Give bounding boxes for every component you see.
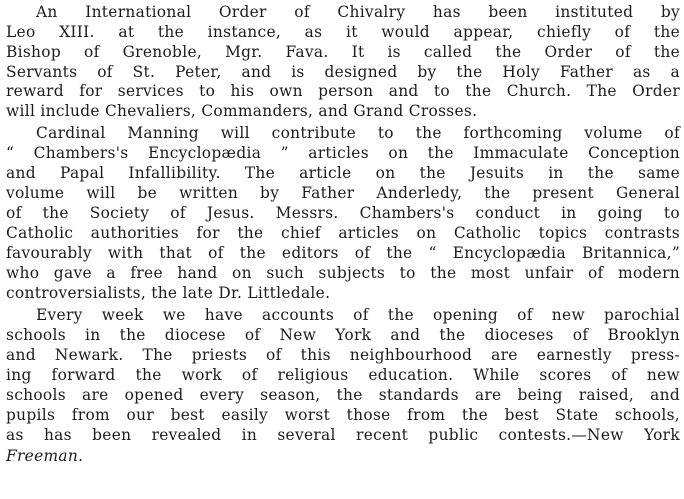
text-line: favourably with that of the editors of the “ Encyclopædia Britannica,” <box>6 244 680 262</box>
text-line: Catholic authorities for the chief articles on Catholic topics contrasts <box>6 224 680 242</box>
text-line: as has been revealed in several recent public contests.—New York <box>6 426 680 444</box>
text-line: will include Chevaliers, Commanders, and Grand Crosses. <box>6 102 478 120</box>
text-line: who gave a free hand on such subjects to the most unfair of modern <box>6 264 680 282</box>
text-line: Every week we have accounts of the opening of new parochial <box>36 306 680 324</box>
source-attribution: Freeman. <box>6 447 84 465</box>
text-line: Bishop of Grenoble, Mgr. Fava. It is called the Order of the <box>6 43 680 61</box>
text-line: and Newark. The priests of this neighbourhood are earnestly press- <box>6 346 680 364</box>
text-line: Servants of St. Peter, and is designed by the Holy Father as a <box>6 63 680 81</box>
text-line: of the Society of Jesus. Messrs. Chambers's conduct in going to <box>6 204 680 222</box>
text-line: Leo XIII. at the instance, as it would appear, chiefly of the <box>6 23 680 41</box>
text-line: controversialists, the late Dr. Littledale. <box>6 284 331 302</box>
text-line: schools in the diocese of New York and the dioceses of Brooklyn <box>6 326 680 344</box>
text-line: ing forward the work of religious education. While scores of new <box>6 366 680 384</box>
text-line: volume will be written by Father Anderledy, the present General <box>6 184 680 202</box>
text-line: pupils from our best easily worst those from the best State schools, <box>6 406 680 424</box>
text-line: “ Chambers's Encyclopædia ” articles on the Immaculate Conception <box>6 144 680 162</box>
text-line: reward for services to his own person and to the Church. The Order <box>6 82 680 100</box>
text-line: An International Order of Chivalry has been instituted by <box>36 3 680 21</box>
newspaper-column <box>6 0 680 499</box>
text-line: schools are opened every season, the standards are being raised, and <box>6 386 680 404</box>
text-line: and Papal Infallibility. The article on the Jesuits in the same <box>6 164 680 182</box>
text-line: Cardinal Manning will contribute to the forthcoming volume of <box>36 124 680 142</box>
